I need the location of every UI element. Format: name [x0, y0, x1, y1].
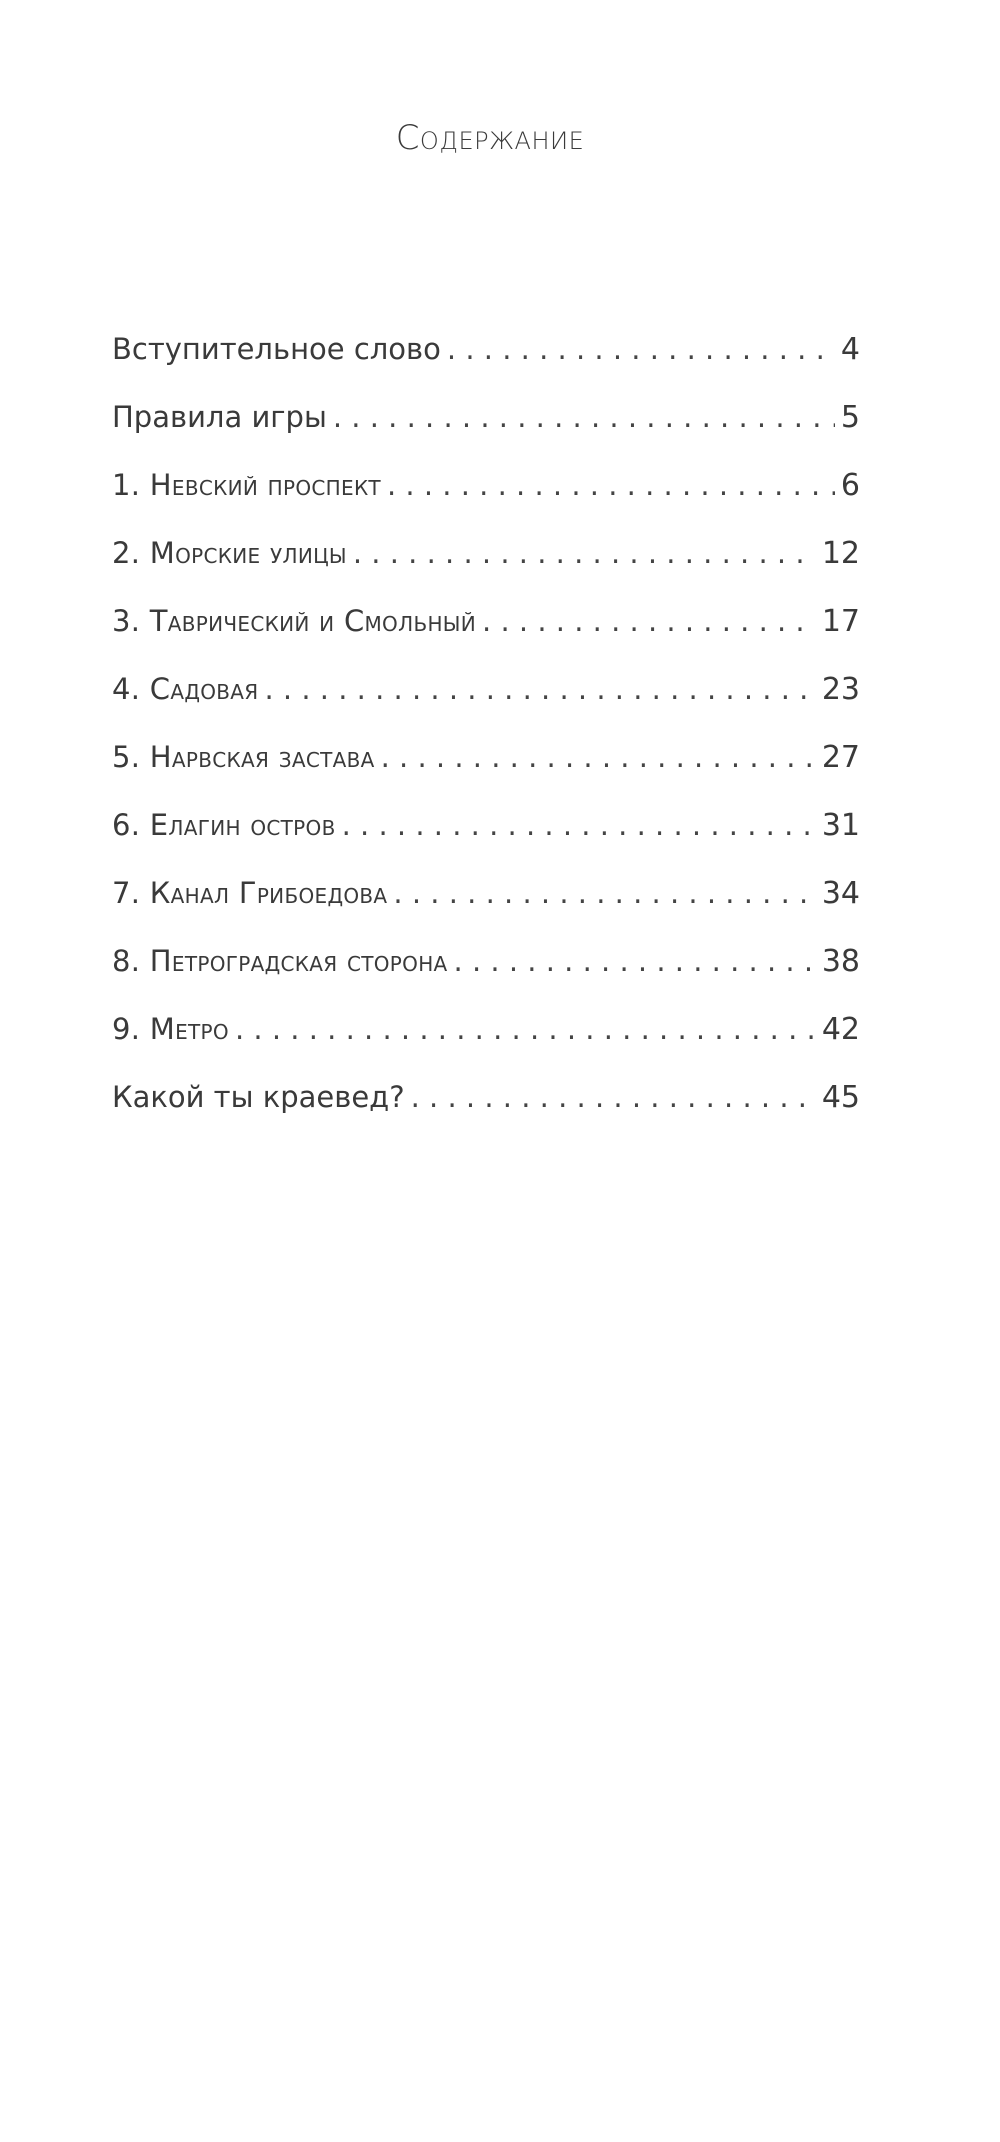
toc-entry[interactable]	[112, 740, 860, 811]
toc-entry-label: 6. Елагин остров	[112, 808, 336, 842]
toc-page-number: 23	[821, 672, 860, 707]
dot-leader	[454, 947, 816, 976]
toc-entry[interactable]	[112, 944, 860, 1015]
toc-page-number: 5	[840, 400, 860, 435]
toc-entry[interactable]	[112, 876, 860, 947]
toc-entry-label: Какой ты краевед?	[112, 1080, 405, 1114]
dot-leader	[342, 811, 816, 840]
dot-leader	[353, 539, 816, 568]
toc-page-number: 27	[821, 740, 860, 775]
dot-leader	[411, 1083, 816, 1112]
dot-leader	[381, 743, 816, 772]
toc-entry-label: Вступительное слово	[112, 332, 441, 366]
dot-leader	[447, 335, 835, 364]
toc-entry[interactable]	[112, 808, 860, 879]
toc-page-number: 4	[840, 332, 860, 367]
dot-leader	[387, 471, 835, 500]
dot-leader	[482, 607, 816, 636]
toc-entry[interactable]	[112, 332, 860, 403]
toc-entry-label: 8. Петроградская сторона	[112, 944, 448, 978]
toc-page-number: 12	[821, 536, 860, 571]
toc-entry[interactable]	[112, 604, 860, 675]
toc-entry[interactable]	[112, 1012, 860, 1083]
toc-entry[interactable]	[112, 468, 860, 539]
toc-page-number: 38	[821, 944, 860, 979]
toc-entry-label: 4. Садовая	[112, 672, 259, 706]
toc-entry-label: 7. Канал Грибоедова	[112, 876, 388, 910]
toc-entry-label: 2. Морские улицы	[112, 536, 347, 570]
dot-leader	[333, 403, 835, 432]
toc-page-number: 17	[821, 604, 860, 639]
toc-page-number: 42	[821, 1012, 860, 1047]
toc-entry-label: 9. Метро	[112, 1012, 229, 1046]
toc-entry-label: Правила игры	[112, 400, 327, 434]
dot-leader	[235, 1015, 816, 1044]
dot-leader	[393, 879, 815, 908]
toc-entry[interactable]	[112, 536, 860, 607]
page-title: Содержание	[395, 118, 585, 158]
toc-entry-label: 1. Невский проспект	[112, 468, 381, 502]
toc-entry-label: 5. Нарвская застава	[112, 740, 375, 774]
toc-entry[interactable]	[112, 672, 860, 743]
toc-page-number: 31	[821, 808, 860, 843]
table-of-contents	[112, 332, 860, 1151]
toc-entry-label: 3. Таврический и Смольный	[112, 604, 477, 638]
toc-entry[interactable]	[112, 400, 860, 471]
toc-entry[interactable]	[112, 1080, 860, 1151]
dot-leader	[264, 675, 815, 704]
toc-page-number: 34	[821, 876, 860, 911]
toc-page-number: 6	[840, 468, 860, 503]
toc-page-number: 45	[821, 1080, 860, 1115]
